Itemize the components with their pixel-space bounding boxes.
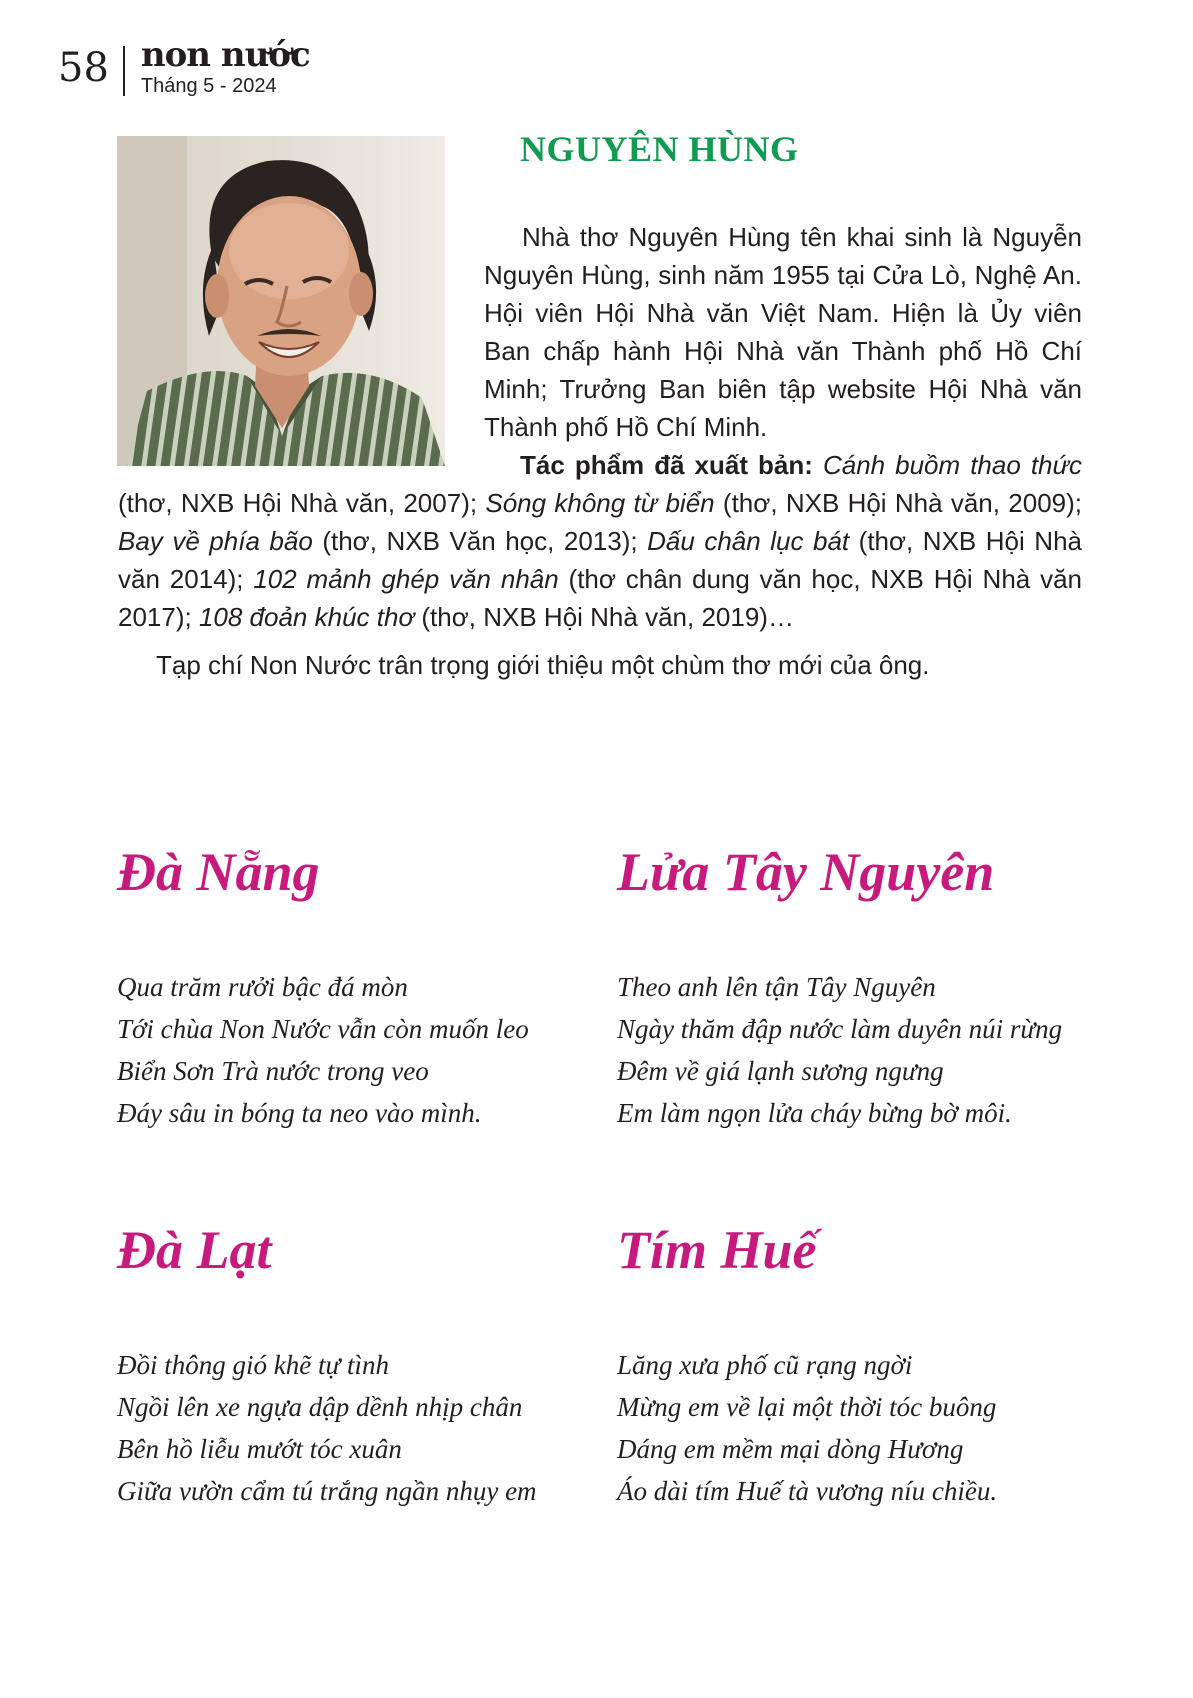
poem-line: Em làm ngọn lửa cháy bừng bờ môi. [617,1098,1012,1128]
work-note: (thơ, NXB Hội Nhà văn, 2019)… [414,602,794,632]
work-title: 102 mảnh ghép văn nhân [253,564,559,594]
masthead [140,35,310,98]
poem-line: Ngồi lên xe ngựa dập dềnh nhịp chân [117,1392,523,1422]
poem-line: Áo dài tím Huế tà vương níu chiều. [617,1476,998,1506]
bio-works [118,446,1082,636]
poem-title: Đà Nẵng [117,842,320,902]
poem-line: Biển Sơn Trà nước trong veo [117,1056,429,1086]
work-title: Dấu chân lục bát [647,526,850,556]
work-note: (thơ, NXB Văn học, 2013); [312,526,648,556]
work-title: 108 đoản khúc thơ [198,602,415,632]
poem-lines [117,1344,617,1512]
work-note: (thơ, NXB Hội Nhà văn, 2009); [714,488,1082,518]
poem-lines [617,1344,1117,1512]
poem-title: Lửa Tây Nguyên [617,842,995,902]
header-divider [123,46,125,96]
poem-lines [117,966,617,1134]
poem-line: Đáy sâu in bóng ta neo vào mình. [117,1098,482,1128]
poem-line: Theo anh lên tận Tây Nguyên [617,972,936,1002]
poem-tim-hue [617,1218,1117,1512]
work-note: (thơ, NXB Hội Nhà văn, 2007); [118,488,486,518]
poem-lua-tay-nguyen [617,840,1117,1134]
work-title: Sóng không từ biển [485,488,715,518]
poem-da-lat [117,1218,617,1512]
poem-line: Ngày thăm đập nước làm duyên núi rừng [617,1014,1063,1044]
page-number: 58 [58,45,109,91]
work-title: Bay về phía bão [118,526,313,556]
poem-da-nang [117,840,617,1134]
author-bio [118,218,1082,684]
bio-intro: Nhà thơ Nguyên Hùng tên khai sinh là Nguyễn Nguyên Hùng, sinh năm 1955 tại Cửa Lò, Nghệ An. Hội viên Hội Nhà văn Việt Nam. Hiện là Ủy viên Ban chấp hành Hội Nhà văn Thành phố Hồ Chí Minh; Trưởng Ban biên tập website Hội Nhà văn Thành phố Hồ Chí Minh. [484,222,1082,442]
bio-closing: Tạp chí Non Nước trân trọng giới thiệu một chùm thơ mới của ông. [156,650,930,680]
magazine-name: non nước [140,35,310,75]
poem-line: Dáng em mềm mại dòng Hương [617,1434,964,1464]
author-name: NGUYÊN HÙNG [520,129,799,169]
poem-line: Tới chùa Non Nước vẫn còn muốn leo [117,1014,529,1044]
page-header [58,35,310,98]
issue-date: Tháng 5 - 2024 [140,75,277,97]
poem-line: Giữa vườn cẩm tú trắng ngần nhụy em [117,1476,537,1506]
poem-line: Lăng xưa phố cũ rạng ngời [617,1350,913,1380]
work-note: (thơ, NXB Hội Nhà văn 2014); [118,526,1082,594]
poem-title: Đà Lạt [117,1220,272,1280]
poem-line: Mừng em về lại một thời tóc buông [617,1392,997,1422]
poem-line: Qua trăm rưởi bậc đá mòn [117,972,408,1002]
works-label: Tác phẩm đã xuất bản: [520,450,813,480]
work-title: Cánh buồm thao thức [822,450,1082,480]
poem-line: Bên hồ liễu mướt tóc xuân [117,1434,402,1464]
poem-lines [617,966,1117,1134]
poem-title: Tím Huế [617,1220,817,1280]
poem-line: Đêm về giá lạnh sương ngưng [617,1056,944,1086]
work-note: (thơ chân dung văn học, NXB Hội Nhà văn 2017); [118,564,1083,632]
poem-line: Đồi thông gió khẽ tự tình [117,1350,389,1380]
